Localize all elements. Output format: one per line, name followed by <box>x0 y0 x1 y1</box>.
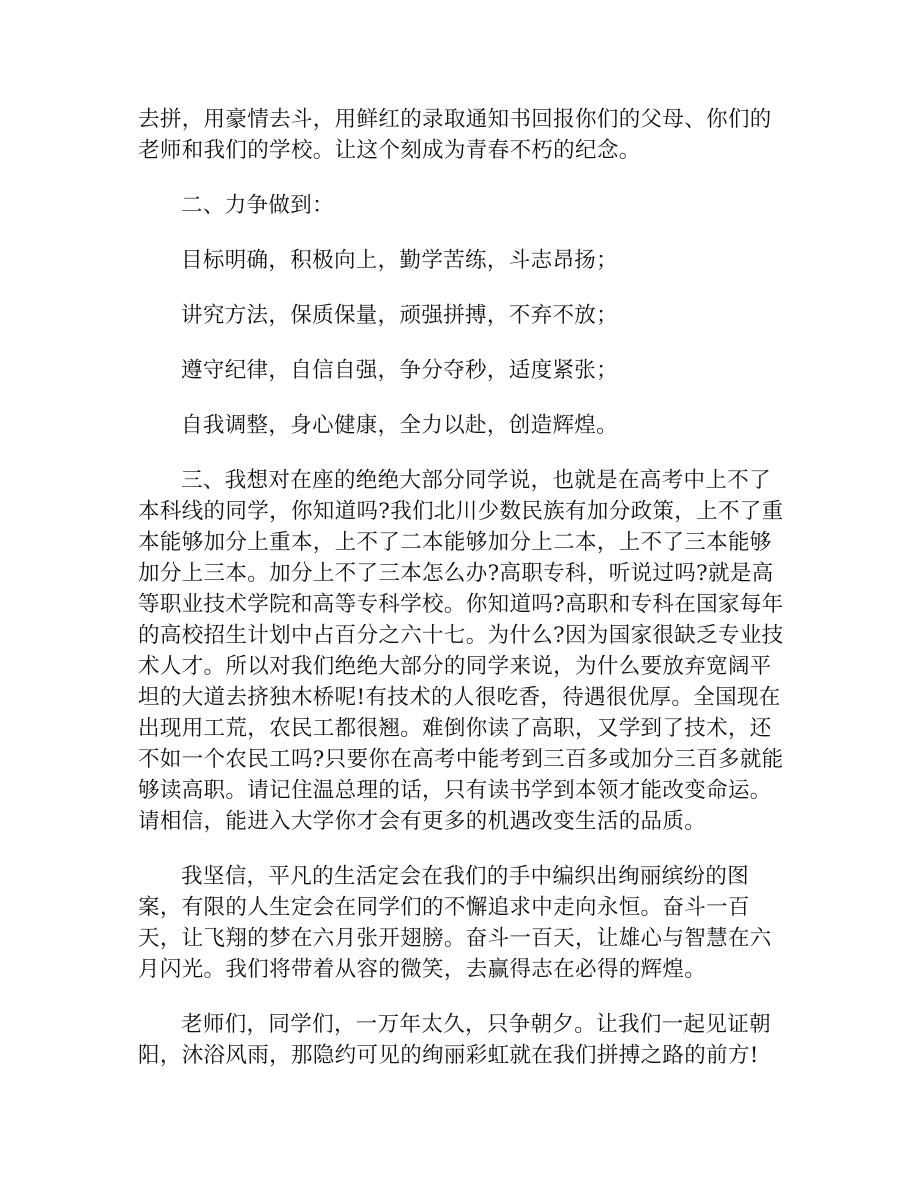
paragraph-closing: 老师们，同学们，一万年太久，只争朝夕。让我们一起见证朝阳，沐浴风雨，那隐约可见的绚丽彩虹就在我们拼搏之路的前方! <box>138 1012 771 1068</box>
document-body <box>138 104 790 1095</box>
section-heading: 二、力争做到： <box>181 193 334 218</box>
goal-line-4: 自我调整，身心健康，全力以赴，创造辉煌。 <box>181 413 619 438</box>
paragraph-continuation: 去拼，用豪情去斗，用鲜红的录取通知书回报你们的父母、你们的老师和我们的学校。让这个刻成为青春不朽的纪念。 <box>138 107 772 163</box>
goal-line-3: 遵守纪律，自信自强，争分夺秒，适度紧张； <box>181 358 619 383</box>
goal-line-2: 讲究方法，保质保量，顽强拼搏，不弃不放； <box>181 303 619 328</box>
goal-line-1: 目标明确，积极向上，勤学苦练，斗志昂扬； <box>181 248 619 273</box>
paragraph-belief: 我坚信，平凡的生活定会在我们的手中编织出绚丽缤纷的图案，有限的人生定会在同学们的不懈追求中走向永恒。奋斗一百天，让飞翔的梦在六月张开翅膀。奋斗一百天，让雄心与智慧在六月闪光。我们将带着从容的微笑，去赢得志在必得的辉煌。 <box>138 864 772 982</box>
paragraph-section-3: 三、我想对在座的绝绝大部分同学说，也就是在高考中上不了本科线的同学，你知道吗?我们北川少数民族有加分政策，上不了重本能够加分上重本，上不了二本能够加分上二本，上不了三本能够加分上三本。加分上不了三本怎么办?高职专科，听说过吗?就是高等职业技术学院和高等专科学校。你知道吗?高职和专科在国家每年的高校招生计划中占百分之六十七。为什么?因为国家很缺乏专业技术人才。所以对我们绝绝大部分的同学来说，为什么要放弃宽阔平坦的大道去挤独木桥呢!有技术的人很吃香，待遇很优厚。全国现在出现用工荒，农民工都很翘。难倒你读了高职，又学到了技术，还不如一个农民工吗?只要你在高考中能考到三百多或加分三百多就能够读高职。请记住温总理的话，只有读书学到本领才能改变命运。请相信，能进入大学你才会有更多的机遇改变生活的品质。 <box>138 468 784 834</box>
